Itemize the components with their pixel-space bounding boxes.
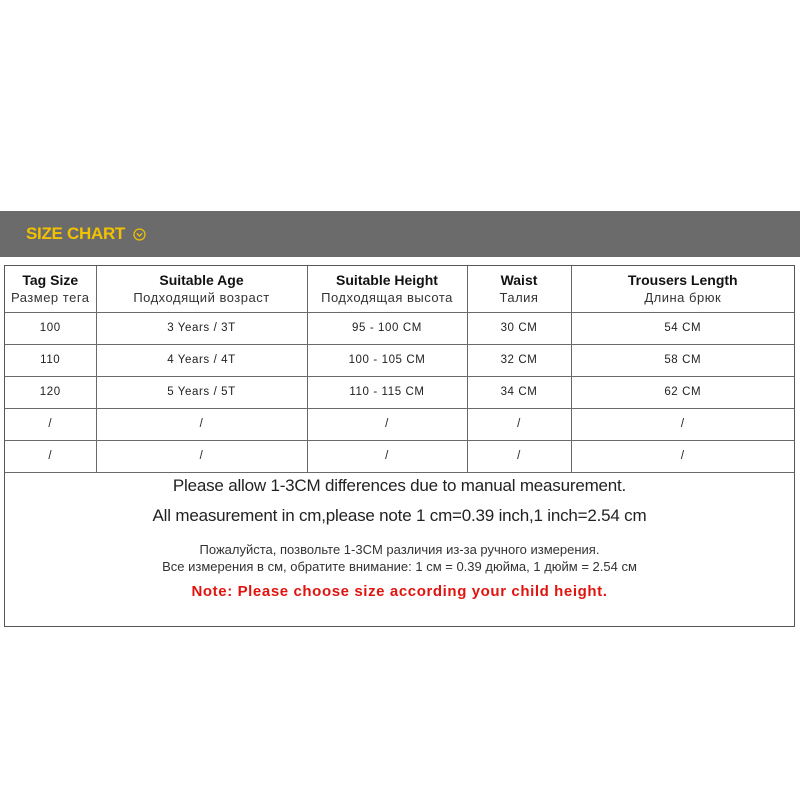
table-header-row [5,266,794,312]
size-chart-banner [0,211,800,257]
banner-title: SIZE CHART [26,224,126,243]
cell-trousers-length: / [571,408,794,440]
cell-age: 3 Years / 3T [96,312,307,344]
cell-height: 110 - 115 CM [307,376,467,408]
cell-waist: / [467,408,571,440]
cell-trousers-length: / [571,440,794,472]
note-ru-unit-conversion: Все измерения в см, обратите внимание: 1 см = 0.39 дюйма, 1 дюйм = 2.54 см [162,559,637,574]
cell-tag-size: / [5,440,96,472]
cell-tag-size: 110 [5,344,96,376]
header-suitable-age: Suitable Age Подходящий возраст [96,266,307,312]
cell-waist: / [467,440,571,472]
table-row [5,312,794,344]
cell-waist: 32 CM [467,344,571,376]
cell-tag-size: 120 [5,376,96,408]
header-trousers-length: Trousers Length Длина брюк [571,266,794,312]
cell-age: 5 Years / 5T [96,376,307,408]
table-row [5,408,794,440]
cell-height: / [307,440,467,472]
cell-waist: 34 CM [467,376,571,408]
cell-waist: 30 CM [467,312,571,344]
cell-height: 100 - 105 CM [307,344,467,376]
table-row [5,344,794,376]
note-allow-differences: Please allow 1-3CM differences due to manual measurement. [172,476,627,495]
cell-height: / [307,408,467,440]
table-row [5,440,794,472]
measurement-notes [5,471,794,600]
table-row [5,376,794,408]
note-unit-conversion: All measurement in cm,please note 1 cm=0.39 inch,1 inch=2.54 cm [152,506,647,525]
cell-tag-size: 100 [5,312,96,344]
cell-trousers-length: 62 CM [571,376,794,408]
cell-tag-size: / [5,408,96,440]
note-choose-size: Note: Please choose size according your child height. [191,583,608,600]
cell-trousers-length: 58 CM [571,344,794,376]
size-table [5,266,794,473]
cell-height: 95 - 100 CM [307,312,467,344]
cell-age: / [96,408,307,440]
cell-trousers-length: 54 CM [571,312,794,344]
header-waist: Waist Талия [467,266,571,312]
size-chart-box [4,265,795,627]
chevron-down-circle-icon [133,228,146,241]
header-suitable-height: Suitable Height Подходящая высота [307,266,467,312]
cell-age: 4 Years / 4T [96,344,307,376]
note-ru-allow-differences: Пожалуйста, позвольте 1-3CM различия из-за ручного измерения. [199,542,600,557]
cell-age: / [96,440,307,472]
header-tag-size: Tag Size Размер тега [5,266,96,312]
